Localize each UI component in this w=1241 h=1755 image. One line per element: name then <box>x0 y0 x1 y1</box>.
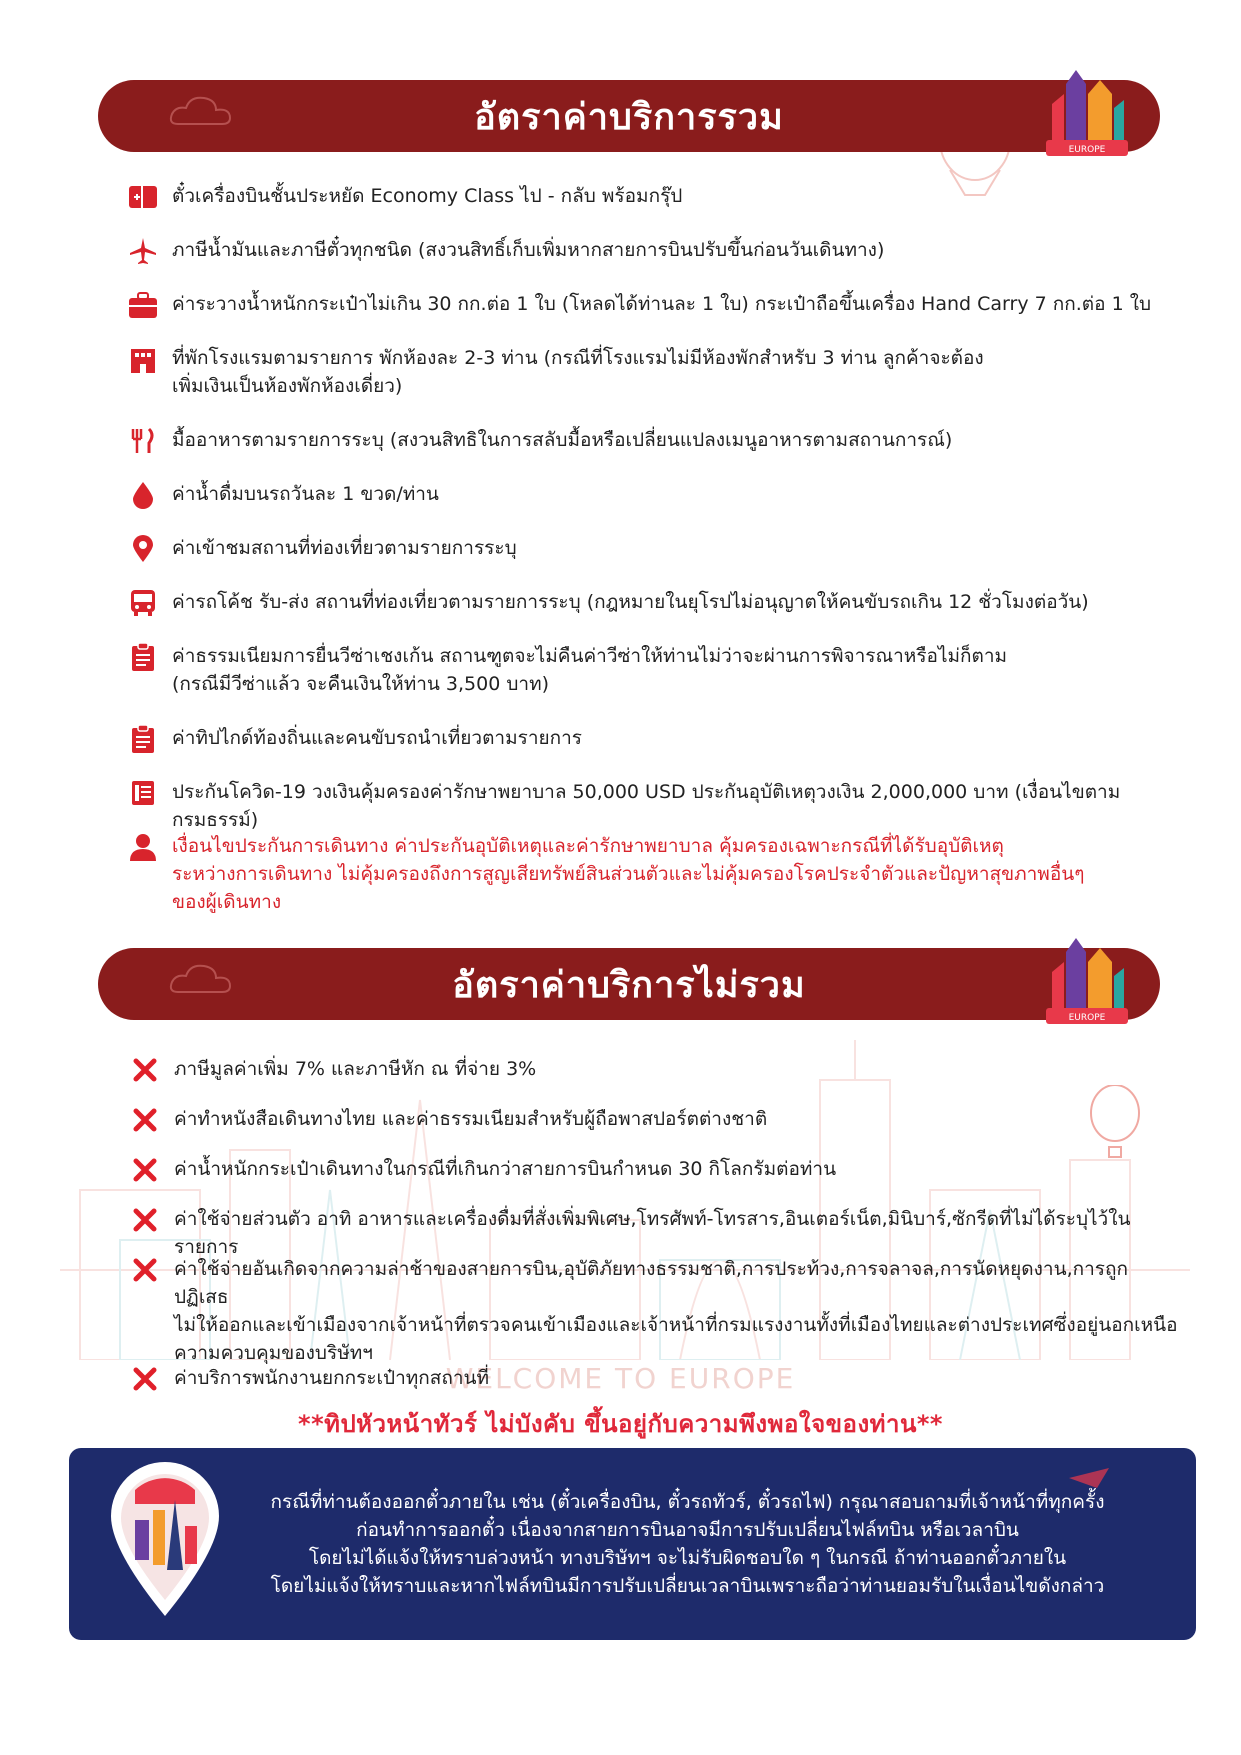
included-item <box>128 236 1181 266</box>
item-text: ค่าใช้จ่ายอันเกิดจากความล่าช้าของสายการบิน,อุบัติภัยทางธรรมชาติ,การประท้วง,การจลาจล,การนัดหยุดงาน,การถูกปฏิเสธ <box>174 1258 1128 1308</box>
excluded-item <box>132 1255 1181 1367</box>
item-text: มื้ออาหารตามรายการระบุ (สงวนสิทธิในการสลับมื้อหรือเปลี่ยนแปลงเมนูอาหารตามสถานการณ์) <box>172 429 953 451</box>
included-item <box>128 588 1181 618</box>
item-text: ตั๋วเครื่องบินชั้นประหยัด Economy Class ไป - กลับ พร้อมกรุ๊ป <box>172 185 683 207</box>
included-item <box>128 724 1181 754</box>
notice-line: โดยไม่แจ้งให้ทราบและหากไฟล์ทบินมีการปรับเปลี่ยนเวลาบินเพราะถือว่าท่านยอมรับในเงื่อนไขดังกล่าว <box>270 1575 1105 1597</box>
badge-label: EUROPE <box>1068 1013 1106 1023</box>
included-banner <box>98 80 1160 155</box>
cross-icon <box>132 1057 158 1083</box>
paper-plane-icon <box>1069 1468 1109 1488</box>
watermark-text: WELCOME TO EUROPE <box>445 1362 796 1395</box>
notice-line: กรณีที่ท่านต้องออกตั๋วภายใน เช่น (ตั๋วเครื่องบิน, ตั๋วรถทัวร์, ตั๋วรถไฟ) กรุณาสอบถามที่เจ้าหน้าที่ทุกครั้ง <box>270 1491 1105 1513</box>
cross-icon <box>132 1366 158 1392</box>
location-pin-icon <box>128 534 158 564</box>
cross-icon <box>132 1107 158 1133</box>
included-item <box>128 290 1181 320</box>
item-text: ค่ารถโค้ช รับ-ส่ง สถานที่ท่องเที่ยวตามรายการระบุ (กฎหมายในยุโรปไม่อนุญาตให้คนขับรถเกิน 12 ชั่วโมงต่อวัน) <box>172 591 1089 613</box>
document-icon <box>128 778 158 808</box>
item-text-line2: ไม่ให้ออกและเข้าเมืองจากเจ้าหน้าที่ตรวจคนเข้าเมืองและเจ้าหน้าที่กรมแรงงานทั้งที่เมืองไทยและต่างประเทศซึ่งอยู่นอกเหนือ <box>174 1314 1178 1336</box>
europe-badge-icon <box>1042 64 1132 160</box>
excluded-item <box>132 1155 1181 1183</box>
excluded-item <box>132 1364 1181 1392</box>
person-icon <box>128 832 158 862</box>
included-item <box>128 426 1181 456</box>
item-text: ประกันโควิด-19 วงเงินคุ้มครองค่ารักษาพยาบาล 50,000 USD ประกันอุบัติเหตุวงเงิน 2,000,000 บาท (เงื่อนไขตามกรมธรรม์) <box>172 781 1121 831</box>
clipboard-icon <box>128 724 158 754</box>
included-item <box>128 832 1181 916</box>
item-text: ภาษีน้ำมันและภาษีตั๋วทุกชนิด (สงวนสิทธิ์เก็บเพิ่มหากสายการบินปรับขึ้นก่อนวันเดินทาง) <box>172 239 885 261</box>
notice-line: ก่อนทำการออกตั๋ว เนื่องจากสายการบินอาจมีการปรับเปลี่ยนไฟล์ทบิน หรือเวลาบิน <box>356 1519 1019 1541</box>
notice-box <box>69 1448 1196 1640</box>
included-item <box>128 344 1181 400</box>
excluded-item <box>132 1055 1181 1083</box>
item-text: ค่าธรรมเนียมการยื่นวีซ่าเชงเก้น สถานฑูตจะไม่คืนค่าวีซ่าให้ท่านไม่ว่าจะผ่านการพิจารณาหรือไม่ก็ตาม <box>172 645 1008 667</box>
item-text: ภาษีมูลค่าเพิ่ม 7% และภาษีหัก ณ ที่จ่าย 3% <box>174 1058 537 1080</box>
notice-line: โดยไม่ได้แจ้งให้ทราบล่วงหน้า ทางบริษัทฯ จะไม่รับผิดชอบใด ๆ ในกรณี ถ้าท่านออกตั๋วภายใน <box>308 1547 1067 1569</box>
item-text: เงื่อนไขประกันการเดินทาง ค่าประกันอุบัติเหตุและค่ารักษาพยาบาล คุ้มครองเฉพาะกรณีที่ได้รับอุบัติเหตุ <box>172 835 1004 857</box>
item-text: ค่าน้ำดื่มบนรถวันละ 1 ขวด/ท่าน <box>172 483 439 505</box>
item-text-line2: ระหว่างการเดินทาง ไม่คุ้มครองถึงการสูญเสียทรัพย์สินส่วนตัวและไม่คุ้มครองโรคประจำตัวและปัญหาสุขภาพอื่นๆ <box>172 863 1085 885</box>
europe-badge-icon <box>1042 932 1132 1028</box>
excluded-banner <box>98 948 1160 1023</box>
included-item <box>128 182 1181 212</box>
tour-leader-tip-note: **ทิปหัวหน้าทัวร์ ไม่บังคับ ขึ้นอยู่กับความพึงพอใจของท่าน** <box>298 1410 943 1438</box>
item-text: ค่าเข้าชมสถานที่ท่องเที่ยวตามรายการระบุ <box>172 537 517 559</box>
cloud-icon <box>168 962 238 998</box>
airplane-icon <box>128 236 158 266</box>
bus-icon <box>128 588 158 618</box>
item-text: ค่าทำหนังสือเดินทางไทย และค่าธรรมเนียมสำหรับผู้ถือพาสปอร์ตต่างชาติ <box>174 1108 768 1130</box>
item-text: ค่าน้ำหนักกระเป๋าเดินทางในกรณีที่เกินกว่าสายการบินกำหนด 30 กิโลกรัมต่อท่าน <box>174 1158 837 1180</box>
utensils-icon <box>128 426 158 456</box>
ticket-icon <box>128 182 158 212</box>
cloud-icon <box>168 94 238 130</box>
excluded-item <box>132 1205 1181 1261</box>
item-text: ค่าบริการพนักงานยกกระเป๋าทุกสถานที่ <box>174 1367 490 1389</box>
item-text-line3: ความควบคุมของบริษัทฯ <box>174 1342 373 1364</box>
suitcase-icon <box>128 290 158 320</box>
badge-label: EUROPE <box>1068 145 1106 155</box>
clipboard-icon <box>128 642 158 672</box>
item-text-line2: เพิ่มเงินเป็นห้องพักห้องเดี่ยว) <box>172 375 403 397</box>
cross-icon <box>132 1157 158 1183</box>
item-text: ค่าใช้จ่ายส่วนตัว อาทิ อาหารและเครื่องดื่มที่สั่งเพิ่มพิเศษ,โทรศัพท์-โทรสาร,อินเตอร์เน็ต,มินิบาร์,ซักรีดที่ไม่ได้ระบุไว้ในรายการ <box>174 1208 1131 1258</box>
included-item <box>128 480 1181 510</box>
included-item <box>128 642 1181 698</box>
included-item <box>128 778 1181 834</box>
item-text: ค่าทิปไกด์ท้องถิ่นและคนขับรถนำเที่ยวตามรายการ <box>172 727 583 749</box>
notice-text <box>219 1488 1156 1600</box>
item-text-line2: (กรณีมีวีซ่าแล้ว จะคืนเงินให้ท่าน 3,500 บาท) <box>172 673 550 695</box>
cross-icon <box>132 1257 158 1283</box>
item-text: ค่าระวางน้ำหนักกระเป๋าไม่เกิน 30 กก.ต่อ 1 ใบ (โหลดได้ท่านละ 1 ใบ) กระเป๋าถือขึ้นเครื่อง Hand Carry 7 กก.ต่อ 1 ใบ <box>172 293 1152 315</box>
water-drop-icon <box>128 480 158 510</box>
cross-icon <box>132 1207 158 1233</box>
map-pin-illustration-icon <box>105 1460 225 1620</box>
excluded-item <box>132 1105 1181 1133</box>
item-text: ที่พักโรงแรมตามรายการ พักห้องละ 2-3 ท่าน (กรณีที่โรงแรมไม่มีห้องพักสำหรับ 3 ท่าน ลูกค้าจะต้อง <box>172 347 984 369</box>
item-text-line3: ของผู้เดินทาง <box>172 891 282 913</box>
hotel-icon <box>128 344 158 374</box>
excluded-title: อัตราค่าบริการไม่รวม <box>452 964 806 1006</box>
included-title: อัตราค่าบริการรวม <box>474 96 784 138</box>
included-item <box>128 534 1181 564</box>
